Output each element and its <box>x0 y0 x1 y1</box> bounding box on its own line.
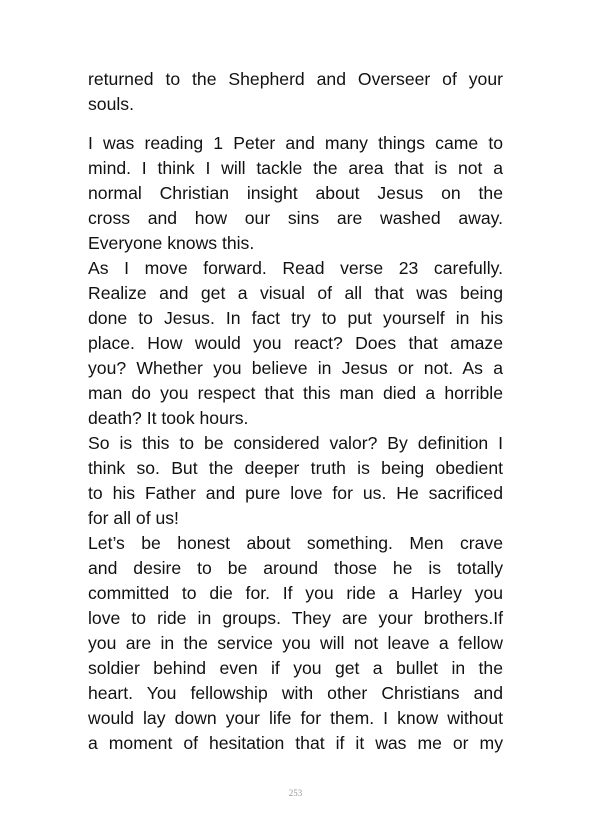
text-line: Realize and get a visual of all that was being <box>88 283 503 303</box>
text-line: place. How would you react? Does that amaze <box>88 333 503 353</box>
text-line: committed to die for. If you ride a Harley you <box>88 583 503 603</box>
text-line: think so. But the deeper truth is being obedient <box>88 458 503 478</box>
text-line: man do you respect that this man died a horrible <box>88 383 503 403</box>
text-line: and desire to be around those he is totally <box>88 558 503 578</box>
text-line: heart. You fellowship with other Christians and <box>88 683 503 703</box>
text-line: you? Whether you believe in Jesus or not. As a <box>88 358 503 378</box>
text-line: to his Father and pure love for us. He sacrificed <box>88 483 503 503</box>
intro-paragraph <box>88 67 503 117</box>
page-number: 253 <box>288 788 303 798</box>
text-line: soldier behind even if you get a bullet in the <box>88 658 503 678</box>
text-line: I was reading 1 Peter and many things came to <box>88 133 503 153</box>
text-line: would lay down your life for them. I know without <box>88 708 503 728</box>
text-line: love to ride in groups. They are your brothers.If <box>88 608 503 628</box>
text-line: death? It took hours. <box>88 408 249 428</box>
text-line: done to Jesus. In fact try to put yourself in his <box>88 308 503 328</box>
text-line: returned to the Shepherd and Overseer of your <box>88 69 503 89</box>
text-line: mind. I think I will tackle the area that is not a <box>88 158 503 178</box>
text-line: a moment of hesitation that if it was me or my <box>88 733 503 753</box>
text-line: normal Christian insight about Jesus on the <box>88 183 503 203</box>
text-line: So is this to be considered valor? By definition I <box>88 433 503 453</box>
text-line: for all of us! <box>88 508 179 528</box>
text-line: you are in the service you will not leave a fellow <box>88 633 503 653</box>
text-line: souls. <box>88 94 134 114</box>
text-line: As I move forward. Read verse 23 carefully. <box>88 258 503 278</box>
text-line: Everyone knows this. <box>88 233 255 253</box>
body-text <box>88 131 503 756</box>
text-line: cross and how our sins are washed away. <box>88 208 503 228</box>
text-line: Let’s be honest about something. Men crave <box>88 533 503 553</box>
